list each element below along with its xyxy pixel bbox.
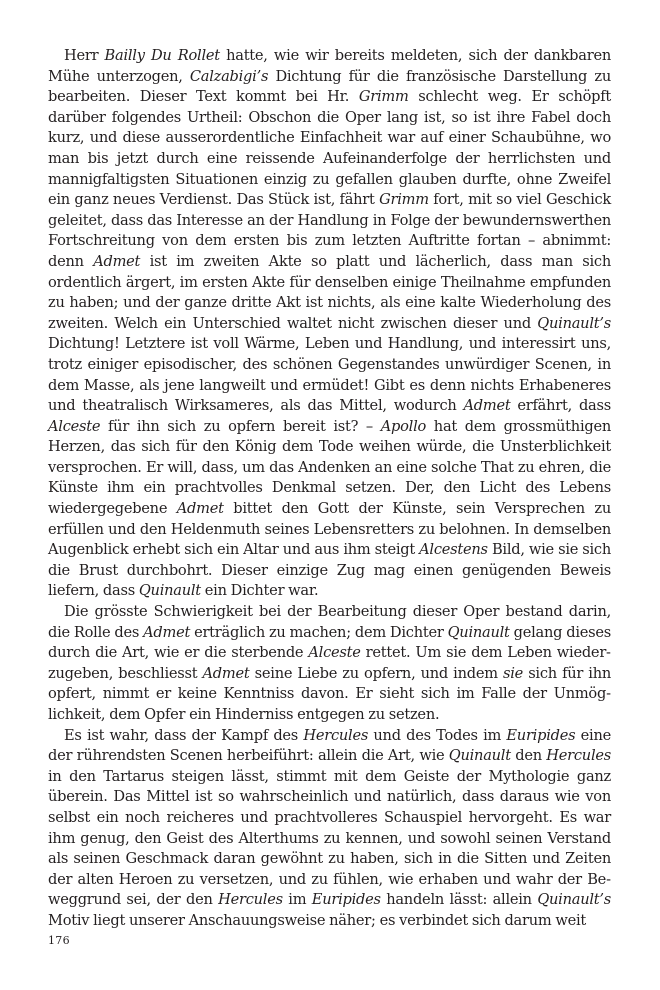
paragraph [48, 602, 611, 726]
italic-text: Quinault [448, 747, 511, 765]
page-number: 176 [48, 934, 70, 947]
text-run: rettet. Um sie dem Leben wiederzugeben, beschliesst [48, 644, 611, 682]
text-run: ist im zweiten Akte so platt und lächerlich, dass man sich ordentlich ärgert, im ersten Akte für denselben einige Theilnahme empfunden zu haben; und der ganze dritte Akt ist nichts, als eine kalte Wiederholung des zweiten. Welch ein Unterschied waltet nicht zwischen dieser und [48, 252, 612, 332]
text-column [48, 46, 611, 932]
italic-text: Admet [202, 664, 250, 682]
italic-text: Alcestens [419, 541, 488, 559]
text-run: im [282, 891, 312, 909]
italic-text: Euripides [506, 726, 576, 744]
paragraph [48, 726, 611, 932]
italic-text: Quinault [138, 582, 201, 600]
text-run: seine Liebe zu opfern, und indem [249, 664, 503, 682]
italic-text: Quinault’s [537, 314, 611, 332]
text-run: den [510, 747, 547, 765]
text-run: Motiv liegt unserer Anschauungsweise näher; es verbindet sich darum weit [48, 911, 587, 929]
italic-text: Bailly Du Rollet [104, 47, 220, 64]
text-run: handeln lässt: allein [380, 891, 538, 909]
italic-text: Admet [176, 500, 224, 518]
italic-text: Admet [143, 623, 191, 641]
italic-text: Admet [463, 397, 511, 415]
text-run: fort, mit so viel Geschick geleitet, dass das Interesse an der Handlung in Folge der bewundernswerthen Fortschreitung von dem ersten bis zum letzten Auftritte fortan – abnimmt: denn [48, 191, 612, 270]
italic-text: sie [502, 664, 524, 682]
text-run: hat dem grossmüthigen Herzen, das sich für den König dem Tode weihen würde, die Unsterblichkeit versprochen. Er will, dass, um das Andenken an eine solche That zu ehren, die Künste ihm ein prachtvolles Denkmal setzen. Der, den Licht des Lebens wiedergegebene [48, 417, 611, 518]
italic-text: Hercules [546, 747, 612, 765]
italic-text: Quinault [447, 623, 510, 641]
italic-text: Grimm [379, 191, 429, 209]
italic-text: Hercules [303, 726, 369, 744]
text-run: Herr [64, 47, 105, 64]
text-run: ein Dichter war. [200, 582, 319, 600]
text-run: und des Todes im [368, 726, 507, 744]
text-run: Dichtung für die französische Darstellung zu bearbeiten. Dieser Text kommt bei Hr. [48, 67, 611, 106]
italic-text: Hercules [218, 891, 283, 909]
italic-text: Alceste [308, 644, 361, 662]
paragraph [48, 46, 611, 602]
text-run: erträglich zu machen; dem Dichter [190, 623, 448, 641]
text-run: bittet den Gott der Künste, sein Versprechen zu erfüllen und den Heldenmuth seines Lebensretters zu belohnen. In demselben Augenblick erhebt sich ein Altar und aus ihm steigt [48, 500, 611, 559]
italic-text: Grimm [358, 88, 409, 106]
italic-text: Euripides [311, 891, 381, 909]
text-run: Es ist wahr, dass der Kampf des [64, 726, 304, 744]
text-run: Die grösste Schwierigkeit bei der Bearbeitung dieser Oper bestand darin, die Rolle des [48, 603, 611, 641]
italic-text: Quinault’s [537, 891, 612, 909]
text-run: erfährt, dass [510, 397, 611, 415]
text-run: Bild, wie sie sich die Brust durchbohrt. Dieser einzige Zug mag einen genügenden Beweis liefern, dass [48, 541, 611, 600]
italic-text: Apollo [380, 417, 427, 435]
text-run: eine der rührendsten Scenen herbeiführt: allein die Art, wie [48, 726, 612, 765]
text-run: gelang dieses durch die Art, wie er die sterbende [48, 623, 611, 662]
text-run: schlecht weg. Er schöpft darüber folgendes Urtheil: Obschon die Oper lang ist, so ist ihre Fabel doch kurz, und diese ausserordentliche Einfachheit war auf einer Schaubühne, wo man bis jetzt durch eine reissende Aufeinanderfolge der herrlichsten und mannigfaltigsten Situationen einzig zu gefallen glauben durfte, ohne Zweifel ein ganz neues Verdienst. Das Stück ist, fährt [48, 88, 611, 209]
italic-text: Alceste [48, 417, 101, 435]
text-run: für ihn sich zu opfern bereit ist? – [100, 417, 381, 435]
italic-text: Calzabigi’s [189, 67, 269, 85]
text-run: Dichtung! Letztere ist voll Wärme, Leben und Handlung, und interessirt uns, trotz einiger episodischer, des schönen Gegenstandes unwürdiger Scenen, in dem Masse, als jene langweilt und ermüdet! Gibt es denn nichts Erhabeneres und theatralisch Wirksameres, als das Mittel, wodurch [48, 335, 611, 415]
text-run: in den Tartarus steigen lässt, stimmt mit dem Geiste der Mythologie ganz überein. Das Mittel ist so wahrscheinlich und natürlich, dass daraus wie von selbst ein noch reicheres und prachtvolleres Schauspiel hervorgeht. Es war ihm genug, den Geist des Alterthums zu kennen, und sowohl seinen Verstand als seinen Geschmack daran gewöhnt zu haben, sich in die Sitten und Zeiten der alten Heroen zu versetzen, und zu fühlen, wie erhaben und wahr der Beweggrund sei, der den [48, 767, 611, 909]
text-run: sich für ihn opfert, nimmt er keine Kenntniss davon. Er sieht sich im Falle der Unmöglichkeit, dem Opfer ein Hinderniss entgegen zu setzen. [48, 664, 611, 723]
italic-text: Admet [93, 252, 141, 270]
text-run: hatte, wie wir bereits meldeten, sich der dankbaren Mühe unterzogen, [48, 47, 611, 85]
